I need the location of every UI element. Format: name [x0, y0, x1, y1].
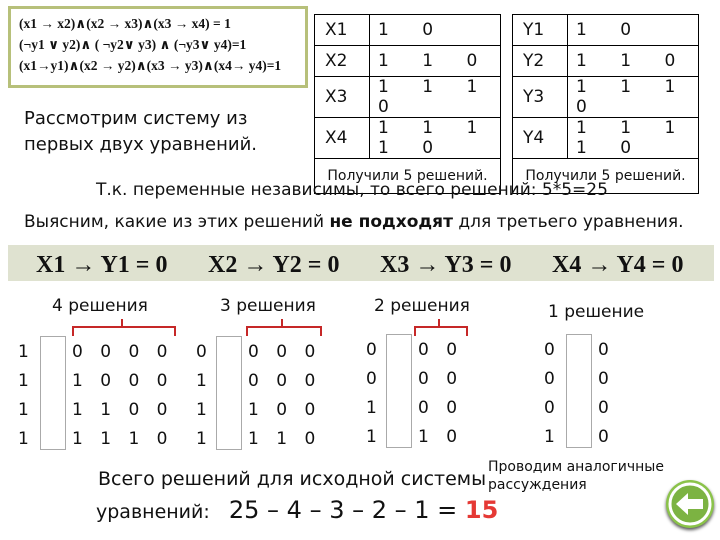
condition-4: X4 → Y4 = 0 [552, 252, 684, 278]
group-1-left: 1 1 1 1 [18, 342, 29, 449]
equations-box [8, 6, 308, 88]
condition-1: X1 → Y1 = 0 [36, 252, 168, 278]
solutions-count-4: 1 решение [548, 302, 645, 322]
independence-line: Т.к. переменные независимы, то всего решений: 5*5=25 [96, 180, 608, 200]
total-line-2: уравнений: 25 – 4 – 3 – 2 – 1 = 15 [96, 496, 499, 524]
row-values: 1 1 1 0 [370, 77, 501, 118]
arrow-left-icon [666, 480, 714, 528]
column-gap [40, 336, 66, 450]
solutions-count-3: 2 решения [374, 296, 470, 316]
row-values: 1 1 1 1 0 [568, 118, 699, 159]
row-label: Y3 [513, 77, 568, 118]
row-label: Y4 [513, 118, 568, 159]
row-label: X3 [315, 77, 370, 118]
y-result: Получили 5 решений. [513, 159, 699, 194]
equation-1: (x1 → x2)∧(x2 → x3)∧(x3 → x4) = 1 [19, 16, 231, 31]
row-values: 1 0 [370, 15, 501, 46]
group-2-left: 0 1 1 1 [196, 342, 207, 449]
row-values: 1 1 0 [568, 46, 699, 77]
row-values: 1 1 0 [370, 46, 501, 77]
column-gap [386, 334, 412, 448]
x-table [314, 14, 501, 194]
table-row [513, 15, 699, 46]
x-result: Получили 5 решений. [315, 159, 501, 194]
column-gap [216, 336, 242, 450]
y-table [512, 14, 699, 194]
table-row [315, 46, 501, 77]
question-line: Выясним, какие из этих решений не подходят для третьего уравнения. [24, 212, 684, 232]
analogy-note: Проводим аналогичные рассуждения [488, 459, 664, 493]
brace-2-tip [281, 319, 283, 326]
table-row [315, 15, 501, 46]
row-values: 1 1 1 1 0 [370, 118, 501, 159]
row-values: 1 1 1 0 [568, 77, 699, 118]
condition-3: X3 → Y3 = 0 [380, 252, 512, 278]
group-3-right: 0 0 0 0 0 0 1 0 [418, 340, 464, 447]
row-label: Y2 [513, 46, 568, 77]
group-4-left: 0 0 0 1 [544, 340, 555, 447]
brace-2 [246, 326, 322, 336]
group-3-left: 0 0 1 1 [366, 340, 377, 447]
condition-2: X2 → Y2 = 0 [208, 252, 340, 278]
column-gap [566, 334, 592, 448]
total-result: 15 [464, 496, 499, 524]
table-row [513, 118, 699, 159]
group-1-right: 0 0 0 0 1 0 0 0 1 1 0 0 1 1 1 0 [72, 342, 174, 449]
brace-3-tip [438, 319, 440, 326]
group-2-right: 0 0 0 0 0 0 1 0 0 1 1 0 [248, 342, 322, 449]
group-4-right: 0 0 0 0 [598, 340, 609, 447]
brace-1-tip [121, 319, 123, 326]
back-nav-button[interactable] [666, 480, 714, 528]
table-row [315, 118, 501, 159]
intro-text: Рассмотрим систему из первых двух уравнений. [24, 108, 257, 155]
row-label: X4 [315, 118, 370, 159]
table-row [513, 77, 699, 118]
total-line-1: Всего решений для исходной системы [98, 468, 487, 490]
row-label: X2 [315, 46, 370, 77]
row-label: X1 [315, 15, 370, 46]
row-label: Y1 [513, 15, 568, 46]
table-row [513, 46, 699, 77]
brace-3 [414, 326, 468, 336]
solutions-count-2: 3 решения [220, 296, 316, 316]
equation-3: (x1→y1)∧(x2 → y2)∧(x3 → y3)∧(x4→ y4)=1 [19, 58, 282, 73]
brace-1 [72, 326, 176, 336]
equation-2: (¬y1 ∨ y2)∧ ( ¬y2∨ y3) ∧ (¬y3∨ y4)=1 [19, 37, 247, 52]
table-row [315, 77, 501, 118]
solutions-count-1: 4 решения [52, 296, 148, 316]
row-values: 1 0 [568, 15, 699, 46]
